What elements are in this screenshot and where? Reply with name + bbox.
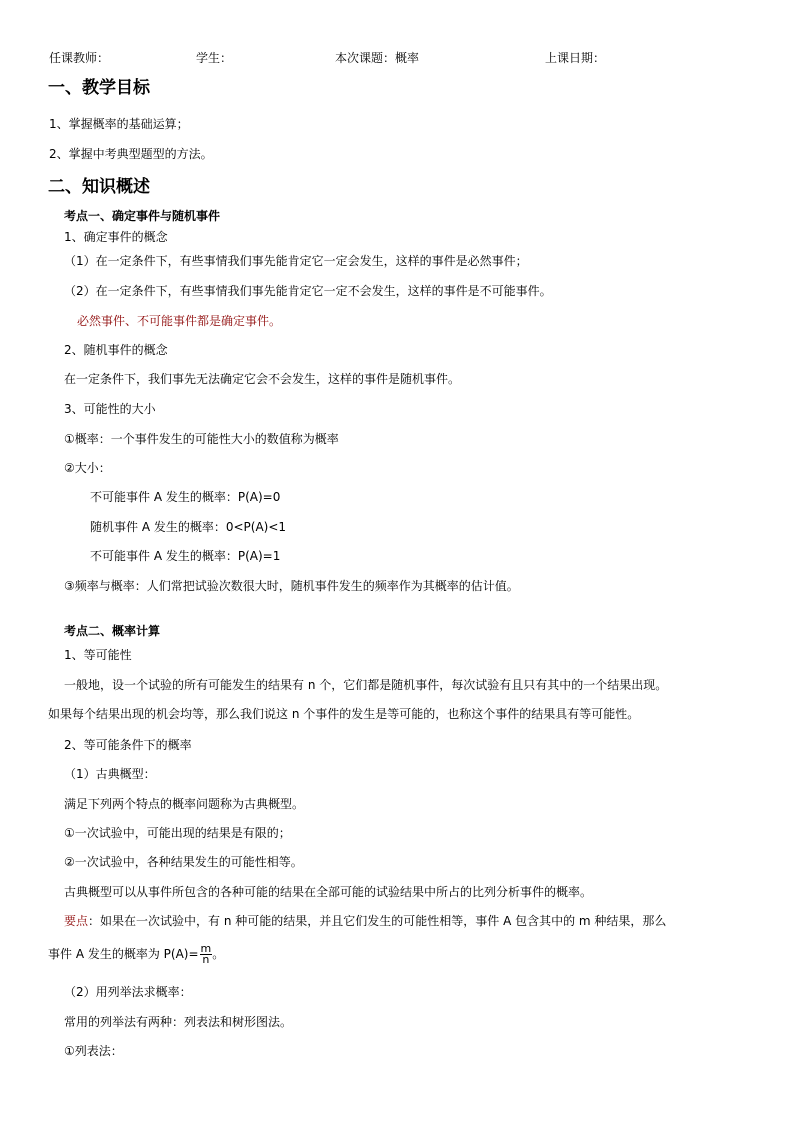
formula-end-punct: 。	[212, 947, 225, 961]
fraction-m-over-n	[200, 944, 213, 965]
kp2-p6: 古典概型可以从事件所包含的各种可能的结果在全部可能的试验结果中所占的比列分析事件的概率。	[64, 885, 593, 899]
fraction-denominator: n	[202, 953, 210, 966]
kp2-p3: 满足下列两个特点的概率问题称为古典概型。	[64, 797, 305, 811]
section1-title: 一、教学目标	[48, 78, 150, 98]
kp2-p5: ②一次试验中，各种结果发生的可能性相等。	[64, 855, 303, 869]
topic-label: 本次课题：概率	[335, 51, 420, 65]
kp1-sub3: 3、可能性的大小	[64, 402, 156, 416]
kp1-title: 考点一、确定事件与随机事件	[64, 209, 221, 223]
kp1-note: 必然事件、不可能事件都是确定事件。	[77, 314, 282, 328]
key-point-label: 要点	[64, 914, 89, 928]
kp1-p1: （1）在一定条件下，有些事情我们事先能肯定它一定会发生，这样的事件是必然事件；	[64, 254, 528, 268]
student-label: 学生：	[196, 51, 233, 65]
kp2-p8: ①列表法：	[64, 1044, 123, 1058]
probability-formula-text: 事件 A 发生的概率为 P(A)=	[48, 947, 199, 961]
kp2-title: 考点二、概率计算	[64, 624, 161, 638]
key-point-text: ：如果在一次试验中，有 n 种可能的结果，并且它们发生的可能性相等，事件 A 包含其中的 m 种结果，那么	[88, 914, 667, 928]
kp2-s2: （2）用列举法求概率：	[64, 985, 192, 999]
kp1-p5: ②大小：	[64, 461, 111, 475]
kp1-p3: 在一定条件下，我们事先无法确定它会不会发生，这样的事件是随机事件。	[64, 372, 461, 386]
kp1-formula-3: 不可能事件 A 发生的概率：P(A)=1	[90, 549, 281, 563]
kp2-sub1: 1、等可能性	[64, 648, 132, 662]
objective-item-1: 1、掌握概率的基础运算；	[49, 117, 189, 131]
kp1-p2: （2）在一定条件下，有些事情我们事先能肯定它一定不会发生，这样的事件是不可能事件。	[64, 284, 552, 298]
kp1-sub2: 2、随机事件的概念	[64, 343, 168, 357]
kp1-sub1: 1、确定事件的概念	[64, 230, 168, 244]
kp2-s1: （1）古典概型：	[64, 767, 156, 781]
kp2-p2: 如果每个结果出现的机会均等，那么我们说这 n 个事件的发生是等可能的，也称这个事件的结果具有等可能性。	[48, 707, 640, 721]
date-label: 上课日期：	[545, 51, 606, 65]
objective-item-2: 2、掌握中考典型题型的方法。	[49, 147, 213, 161]
kp2-p7: 常用的列举法有两种：列表法和树形图法。	[64, 1015, 293, 1029]
teacher-label: 任课教师：	[49, 51, 110, 65]
section2-title: 二、知识概述	[48, 177, 150, 197]
kp1-p4: ①概率：一个事件发生的可能性大小的数值称为概率	[64, 432, 339, 446]
kp1-formula-2: 随机事件 A 发生的概率：0<P(A)<1	[90, 520, 287, 534]
kp1-p6: ③频率与概率：人们常把试验次数很大时，随机事件发生的频率作为其概率的估计值。	[64, 579, 519, 593]
kp1-formula-1: 不可能事件 A 发生的概率：P(A)=0	[90, 490, 281, 504]
kp2-key-line	[64, 913, 666, 929]
kp2-sub2: 2、等可能条件下的概率	[64, 738, 192, 752]
kp2-p1: 一般地，设一个试验的所有可能发生的结果有 n 个，它们都是随机事件，每次试验有且只有其中的一个结果出现。	[64, 678, 668, 692]
fraction-numerator: m	[200, 942, 212, 955]
kp2-key-line-2	[48, 944, 224, 965]
kp2-p4: ①一次试验中，可能出现的结果是有限的；	[64, 826, 291, 840]
